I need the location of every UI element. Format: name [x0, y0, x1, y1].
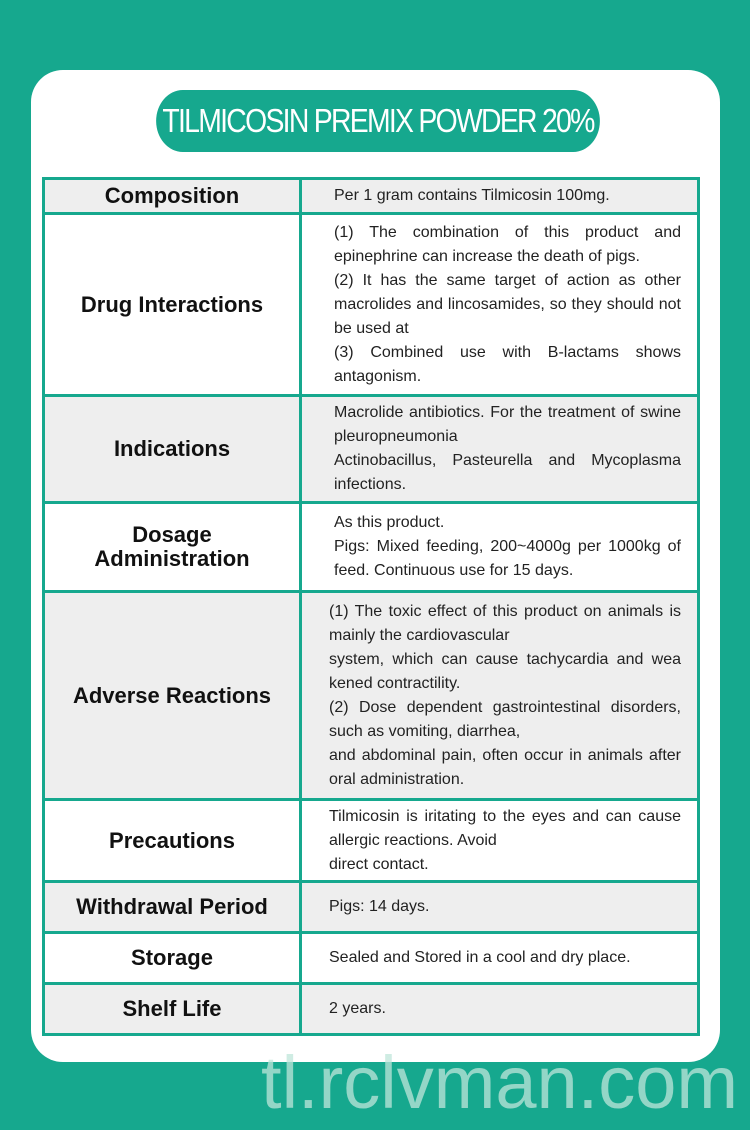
row-label-dosage-administration: Dosage Administration: [44, 503, 301, 592]
row-label-precautions: Precautions: [44, 800, 301, 882]
table-row: [44, 800, 699, 882]
row-label-storage: Storage: [44, 933, 301, 984]
row-value-shelf-life: 2 years.: [301, 984, 699, 1035]
row-label-indications: Indications: [44, 396, 301, 503]
row-value-adverse-reactions: (1) The toxic effect of this product on animals is mainly the cardiovascular system, which can cause tachycardia and wea kened contractility. (2) Dose dependent gastrointestinal disorders, such as vomiting, diarrhea, and abdominal pain, often occur in animals after oral administration.: [301, 592, 699, 800]
row-label-composition: Composition: [44, 179, 301, 214]
table-row: [44, 214, 699, 396]
spec-table: [42, 177, 700, 1036]
table-row: [44, 396, 699, 503]
row-label-adverse-reactions: Adverse Reactions: [44, 592, 301, 800]
row-value-drug-interactions: (1) The combination of this product and epinephrine can increase the death of pigs. (2) It has the same target of action as other macrolides and lincosamides, so they should not be used at (3) Combined use with B-lactams shows antagonism.: [301, 214, 699, 396]
table-row: [44, 882, 699, 933]
table-row: [44, 592, 699, 800]
table-row: [44, 503, 699, 592]
row-value-withdrawal-period: Pigs: 14 days.: [301, 882, 699, 933]
table-row: [44, 933, 699, 984]
row-value-precautions: Tilmicosin is iritating to the eyes and can cause allergic reactions. Avoid direct contact.: [301, 800, 699, 882]
product-title: TILMICOSIN PREMIX POWDER 20%: [156, 90, 600, 152]
row-value-storage: Sealed and Stored in a cool and dry place.: [301, 933, 699, 984]
table-row: [44, 179, 699, 214]
table-row: [44, 984, 699, 1035]
row-label-withdrawal-period: Withdrawal Period: [44, 882, 301, 933]
row-label-shelf-life: Shelf Life: [44, 984, 301, 1035]
row-value-composition: Per 1 gram contains Tilmicosin 100mg.: [301, 179, 699, 214]
row-label-drug-interactions: Drug Interactions: [44, 214, 301, 396]
row-value-dosage-administration: As this product. Pigs: Mixed feeding, 200~4000g per 1000kg of feed. Continuous use for 15 days.: [301, 503, 699, 592]
row-value-indications: Macrolide antibiotics. For the treatment of swine pleuropneumonia Actinobacillus, Pasteurella and Mycoplasma infections.: [301, 396, 699, 503]
watermark-text: tl.rclvman.com: [261, 1041, 738, 1124]
